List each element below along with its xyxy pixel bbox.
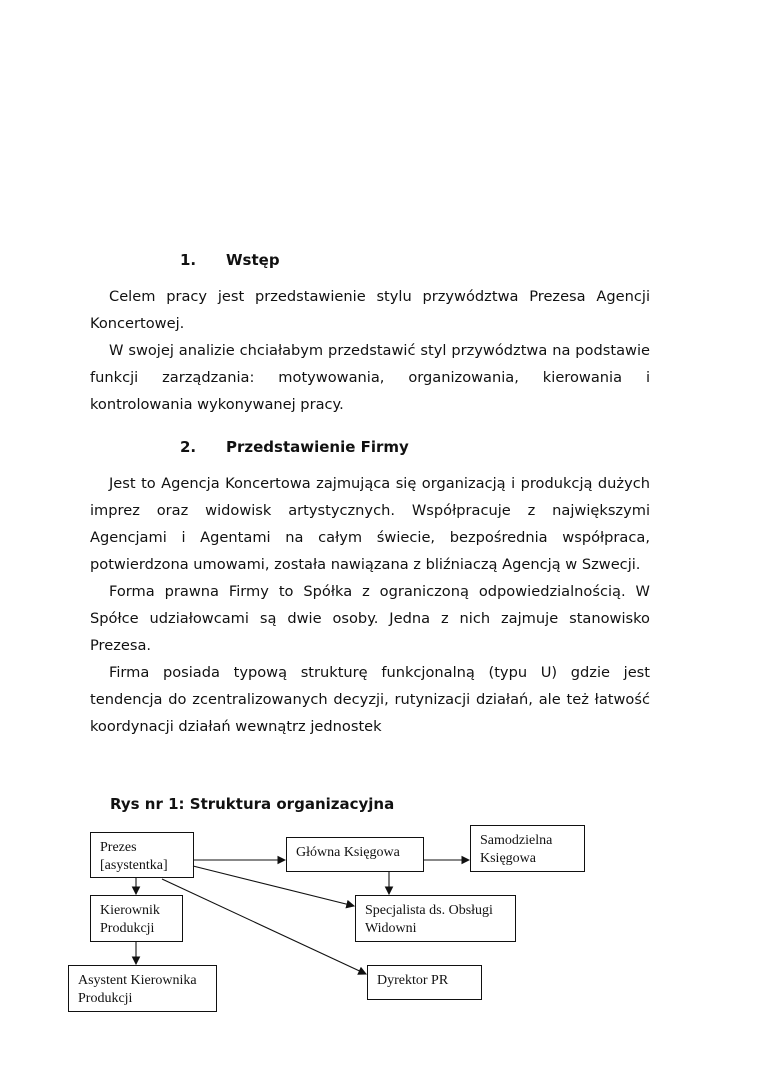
arrow-prezes-dyrektor: [162, 879, 366, 974]
node-label: Produkcji: [78, 991, 133, 1006]
node-glowna-ksiegowa: [286, 837, 424, 872]
paragraph: Forma prawna Firmy to Spółka z ograniczoną odpowiedzialnością. W Spółce udziałowcami są dwie osoby. Jedna z nich zajmuje stanowisko Prezesa.: [90, 583, 650, 654]
paragraph: Jest to Agencja Koncertowa zajmująca się organizacją i produkcją dużych imprez oraz widowisk artystycznych. Współpracuje z największymi Agencjami i Agentami na całym świecie, bezpośrednia współpraca, potwierdzona umowami, została nawiązana z bliźniaczą Agencją w Szwecji.: [90, 475, 650, 573]
paragraph: Celem pracy jest przedstawienie stylu przywództwa Prezesa Agencji Koncertowej.: [90, 288, 650, 332]
node-label: Dyrektor PR: [377, 973, 449, 988]
node-specjalista: [355, 895, 516, 942]
node-label: Główna Księgowa: [296, 845, 400, 860]
section-title: Wstęp: [226, 251, 280, 269]
node-label: Księgowa: [480, 851, 536, 866]
node-kierownik-produkcji: [90, 895, 183, 942]
figure-caption: Rys nr 1: Struktura organizacyjna: [110, 795, 395, 813]
node-label: [asystentka]: [100, 858, 168, 873]
section-title: Przedstawienie Firmy: [226, 438, 409, 456]
node-label: Prezes: [100, 840, 137, 855]
arrow-prezes-specjalista: [193, 866, 354, 906]
section-number: 2.: [180, 438, 197, 456]
node-dyrektor-pr: [367, 965, 482, 1000]
node-label: Specjalista ds. Obsługi: [365, 903, 493, 918]
paragraph: W swojej analizie chciałabym przedstawić styl przywództwa na podstawie funkcji zarządzania: motywowania, organizowania, kierowania i kontrolowania wykonywanej pracy.: [90, 342, 650, 413]
node-samodzielna-ksiegowa: [470, 825, 585, 872]
node-label: Produkcji: [100, 921, 155, 936]
paragraph: Firma posiada typową strukturę funkcjonalną (typu U) gdzie jest tendencja do zcentralizowanych decyzji, rutynizacji działań, ale też łatwość koordynacji działań wewnątrz jednostek: [90, 664, 650, 735]
section-number: 1.: [180, 251, 197, 269]
node-label: Samodzielna: [480, 833, 553, 848]
node-asystent-kierownika: [68, 965, 217, 1012]
node-label: Asystent Kierownika: [78, 973, 197, 988]
node-label: Widowni: [365, 921, 417, 936]
node-label: Kierownik: [100, 903, 160, 918]
node-prezes: [90, 832, 194, 878]
